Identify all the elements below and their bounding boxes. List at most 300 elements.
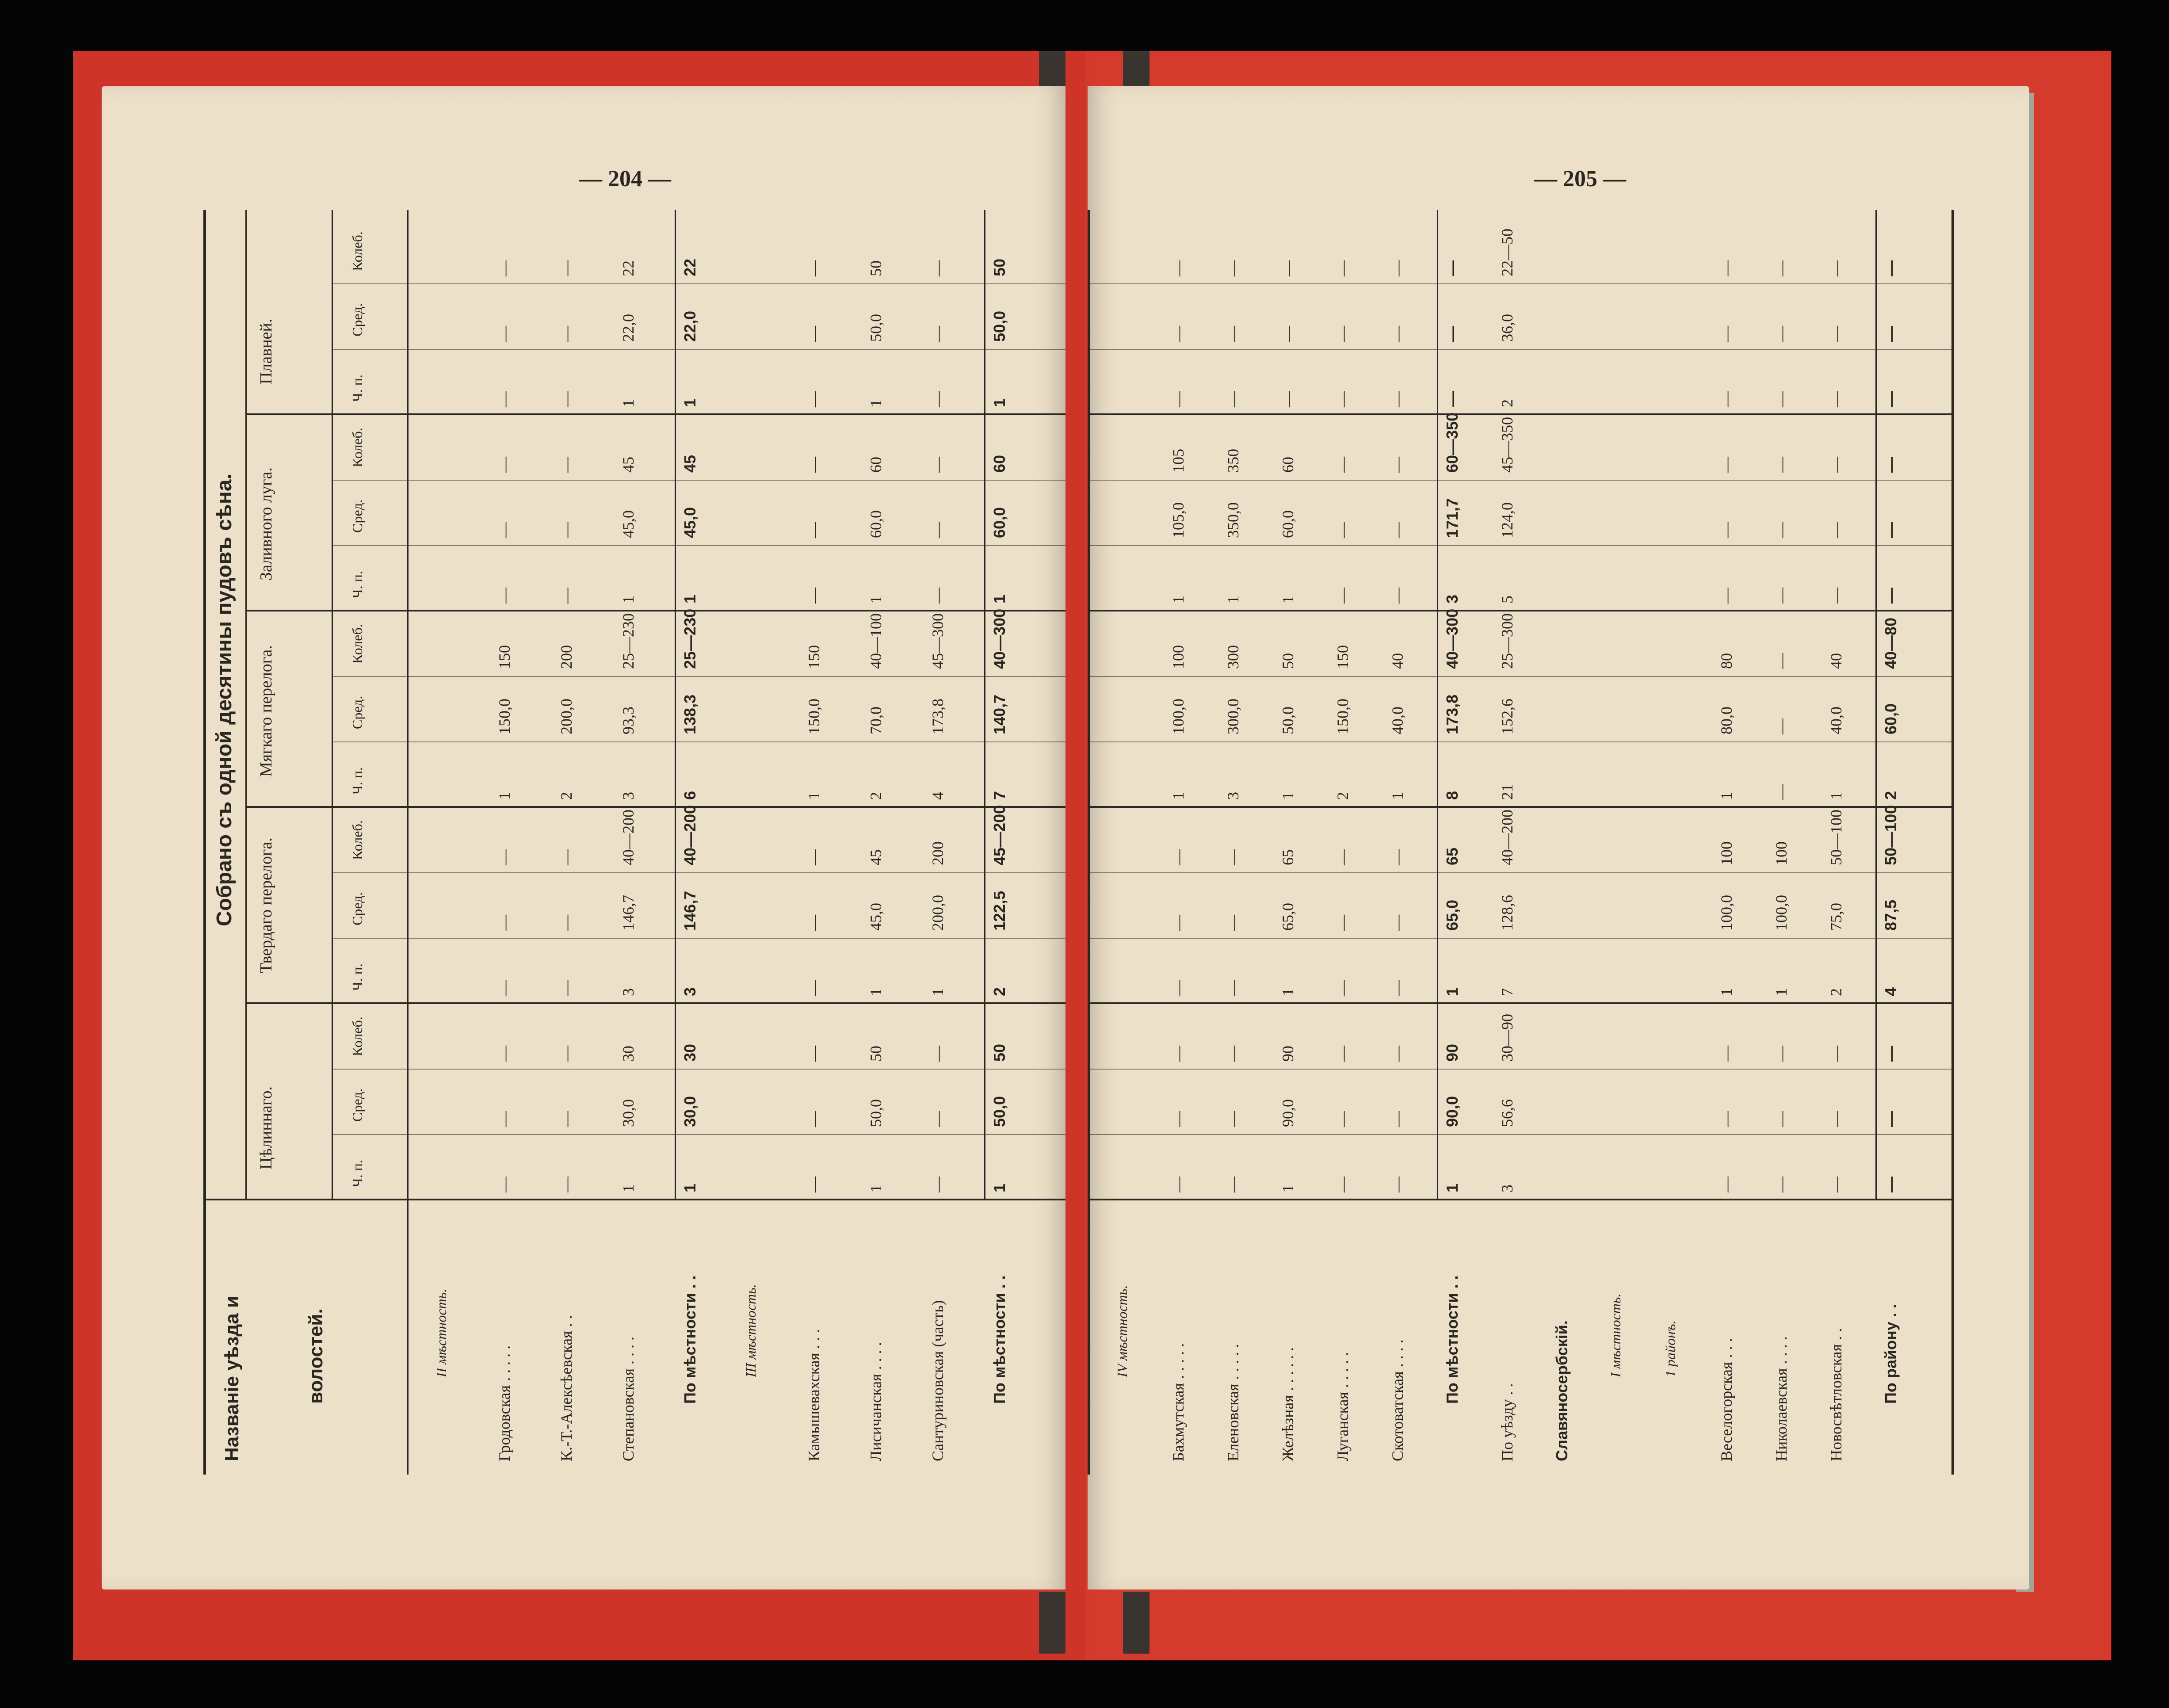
table-cell: 1: [867, 596, 885, 604]
table-cell: 21: [1498, 784, 1516, 800]
table-cell: 45—350: [1498, 417, 1516, 473]
table-cell: 2: [1334, 792, 1352, 800]
col-divider: [1088, 872, 1954, 873]
table-cell: —: [1389, 326, 1406, 342]
table-cell: 2: [990, 987, 1008, 996]
table-cell: 1: [681, 594, 699, 604]
table-cell: —: [1389, 849, 1406, 865]
table-cell: 1: [1279, 596, 1297, 604]
table-cell: 150,0: [805, 699, 823, 734]
row-name: Николаевская . . . .: [1772, 1336, 1790, 1461]
table-cell: 60,0: [867, 510, 885, 538]
table-cell: 2: [1498, 399, 1516, 407]
table-cell: 50—100: [1827, 810, 1845, 865]
table-cell: 90: [1279, 1046, 1297, 1062]
table-cell: 3: [619, 988, 637, 996]
col-divider: [332, 283, 1065, 284]
table-cell: 87,5: [1882, 899, 1900, 931]
row-name: По уѣзду . .: [1498, 1383, 1516, 1461]
total-rule: [675, 210, 676, 1200]
row-name: По району . .: [1882, 1304, 1900, 1404]
table-cell: 300,0: [1224, 699, 1242, 734]
col-divider: [332, 480, 1065, 481]
table-cell: 45: [867, 849, 885, 865]
table-cell: 105,0: [1169, 502, 1187, 538]
table-cell: 50: [867, 1046, 885, 1062]
table-cell: —: [496, 980, 513, 996]
col-divider: [1088, 676, 1954, 677]
row-name: I мѣстность.: [1608, 1293, 1623, 1377]
sub-header-3-2: Колеб.: [349, 428, 365, 467]
table-cell: 45: [619, 457, 637, 473]
title-line: [245, 210, 247, 1200]
table-cell: —: [1279, 326, 1297, 342]
table-cell: —: [1718, 1177, 1735, 1192]
table-cell: 100: [1718, 841, 1735, 865]
table-cell: —: [558, 391, 575, 407]
table-cell: 146,7: [619, 895, 637, 931]
table-cell: —: [1827, 326, 1845, 342]
name-header-1: Названіе уѣзда и: [221, 1295, 243, 1461]
table-cell: 1: [929, 988, 947, 996]
table-cell: —: [1389, 980, 1406, 996]
table-cell: 45,0: [681, 507, 699, 538]
spine-ribbon-bottom-left: [1039, 1592, 1065, 1654]
table-cell: —: [496, 1046, 513, 1062]
col-divider: [245, 806, 1065, 808]
page-number-right: — 205 —: [1534, 166, 1626, 191]
table-cell: —: [1772, 1046, 1790, 1062]
table-cell: 100: [1772, 841, 1790, 865]
table-cell: 1: [619, 399, 637, 407]
table-cell: 1: [1827, 792, 1845, 800]
table-cell: —: [805, 915, 823, 931]
table-cell: —: [1169, 980, 1187, 996]
table-cell: —: [1827, 457, 1845, 473]
table-cell: 22,0: [619, 314, 637, 342]
table-cell: —: [1334, 1177, 1352, 1192]
table-cell: —: [496, 915, 513, 931]
sub-header-0-1: Сред.: [349, 1088, 365, 1122]
table-cell: —: [558, 1046, 575, 1062]
row-name: Гродовская . . . . .: [496, 1345, 513, 1461]
col-divider: [332, 349, 1065, 350]
table-cell: —: [805, 1177, 823, 1192]
table-cell: 60—350: [1443, 412, 1461, 473]
table-cell: —: [1772, 653, 1790, 669]
table-cell: —: [1882, 326, 1900, 342]
table-cell: 45: [681, 455, 699, 473]
table-cell: 4: [929, 792, 947, 800]
table-cell: —: [1827, 522, 1845, 538]
table-cell: 25—300: [1498, 613, 1516, 669]
row-name: Желѣзная . . . . . .: [1279, 1347, 1297, 1461]
table-cell: 2: [867, 792, 885, 800]
table-cell: —: [1334, 457, 1352, 473]
table-cell: 50: [1279, 653, 1297, 669]
row-name: Новосвѣтловская . .: [1827, 1328, 1845, 1461]
name-header-2: волостей.: [305, 1308, 327, 1404]
page-number-left: — 204 —: [579, 166, 671, 191]
table-cell: 173,8: [1443, 694, 1461, 734]
table-cell: 2: [1827, 988, 1845, 996]
table-cell: —: [1443, 326, 1461, 342]
row-name: III мѣстность.: [743, 1284, 759, 1377]
table-cell: —: [1169, 1111, 1187, 1127]
table-cell: 40,0: [1827, 707, 1845, 734]
table-cell: —: [496, 1177, 513, 1192]
table-cell: 1: [990, 1183, 1008, 1192]
col-divider: [332, 741, 1065, 742]
total-rule: [984, 210, 985, 1200]
left-page: [102, 86, 1065, 1590]
table-cell: 60: [867, 457, 885, 473]
table-cell: —: [1334, 915, 1352, 931]
row-name: IV мѣстность.: [1114, 1285, 1130, 1377]
table-cell: —: [929, 1111, 947, 1127]
table-cell: 36,0: [1498, 314, 1516, 342]
table-cell: 1: [1279, 1185, 1297, 1192]
table-cell: 50,0: [990, 1096, 1008, 1127]
table-cell: 6: [681, 791, 699, 800]
table-cell: 40—300: [990, 608, 1008, 669]
table-cell: —: [1772, 391, 1790, 407]
table-cell: 3: [681, 987, 699, 996]
table-cell: —: [496, 457, 513, 473]
table-cell: —: [1334, 260, 1352, 276]
row-name: По мѣстности . .: [990, 1275, 1008, 1404]
col-divider: [332, 676, 1065, 677]
table-cell: 50,0: [867, 314, 885, 342]
table-cell: —: [1334, 1046, 1352, 1062]
table-cell: —: [496, 1111, 513, 1127]
table-cell: —: [1827, 1046, 1845, 1062]
table-cell: 8: [1443, 791, 1461, 800]
border-bottom: [1951, 210, 1954, 1475]
table-cell: —: [1169, 326, 1187, 342]
table-cell: 40: [1389, 653, 1406, 669]
table-cell: 65,0: [1443, 899, 1461, 931]
table-cell: 1: [1169, 792, 1187, 800]
col-divider: [1088, 741, 1954, 742]
table-cell: 30: [619, 1046, 637, 1062]
table-cell: —: [1224, 849, 1242, 865]
table-cell: —: [1389, 1111, 1406, 1127]
col-divider: [332, 1134, 1065, 1135]
table-cell: 3: [1498, 1185, 1516, 1192]
table-cell: 45,0: [619, 510, 637, 538]
table-cell: —: [558, 260, 575, 276]
table-cell: —: [929, 457, 947, 473]
table-cell: —: [1827, 1177, 1845, 1192]
col-divider: [1088, 806, 1954, 808]
table-cell: —: [1882, 1111, 1900, 1127]
table-cell: 1: [1279, 792, 1297, 800]
table-cell: —: [1772, 522, 1790, 538]
table-cell: —: [1772, 1111, 1790, 1127]
table-cell: —: [1334, 391, 1352, 407]
table-cell: —: [1882, 391, 1900, 407]
table-cell: 1: [1772, 988, 1790, 996]
table-cell: —: [1882, 457, 1900, 473]
group-header-2: Мягкаго перелога.: [257, 645, 275, 777]
table-cell: 60,0: [1882, 703, 1900, 734]
table-cell: —: [929, 391, 947, 407]
group-header-3: Заливного луга.: [257, 467, 275, 581]
row-name: Степановская . . . .: [619, 1336, 637, 1461]
table-cell: —: [1772, 588, 1790, 604]
table-cell: 122,5: [990, 890, 1008, 931]
table-cell: —: [1772, 1177, 1790, 1192]
table-cell: —: [1772, 784, 1790, 800]
group-header-0: Цѣлиннаго.: [257, 1086, 275, 1169]
table-cell: 50—100: [1882, 805, 1900, 865]
table-cell: —: [805, 326, 823, 342]
table-cell: —: [1279, 391, 1297, 407]
table-cell: 4: [1882, 987, 1900, 996]
table-cell: 1: [990, 594, 1008, 604]
table-cell: —: [929, 588, 947, 604]
table-cell: 150,0: [496, 699, 513, 734]
sub-header-0-2: Колеб.: [349, 1016, 365, 1056]
table-cell: —: [1882, 260, 1900, 276]
table-cell: 90: [1443, 1043, 1461, 1062]
left-table: [203, 210, 1065, 1475]
col-divider: [1088, 1134, 1954, 1135]
table-cell: 200: [558, 645, 575, 669]
table-cell: 70,0: [867, 707, 885, 734]
table-cell: 40—200: [681, 805, 699, 865]
row-name: К.-Т.-Алексѣевская . .: [558, 1315, 575, 1461]
table-cell: 100,0: [1772, 895, 1790, 931]
row-name: Веселогорская . . .: [1718, 1338, 1735, 1461]
table-cell: 65: [1443, 847, 1461, 865]
row-name: Еленовская . . . . .: [1224, 1344, 1242, 1461]
col-divider: [1088, 1069, 1954, 1070]
table-cell: 1: [1718, 792, 1735, 800]
table-cell: 200,0: [558, 699, 575, 734]
table-cell: 1: [619, 596, 637, 604]
table-cell: 1: [867, 1185, 885, 1192]
total-rule: [1437, 210, 1438, 1200]
table-cell: —: [496, 849, 513, 865]
table-cell: —: [1827, 588, 1845, 604]
col-divider: [332, 545, 1065, 546]
table-cell: 50: [990, 1043, 1008, 1062]
table-cell: 40: [1827, 653, 1845, 669]
table-cell: —: [496, 522, 513, 538]
table-cell: —: [1389, 457, 1406, 473]
table-cell: 45,0: [867, 903, 885, 931]
table-cell: 2: [558, 792, 575, 800]
table-cell: 146,7: [681, 890, 699, 931]
table-cell: 65,0: [1279, 903, 1297, 931]
sub-header-2-2: Колеб.: [349, 624, 365, 664]
table-cell: 60,0: [1279, 510, 1297, 538]
table-cell: —: [1772, 457, 1790, 473]
table-cell: —: [1827, 260, 1845, 276]
table-cell: 65: [1279, 849, 1297, 865]
table-cell: —: [1224, 1111, 1242, 1127]
table-cell: 22: [619, 260, 637, 276]
table-cell: —: [1169, 260, 1187, 276]
table-cell: —: [1718, 588, 1735, 604]
table-cell: 138,3: [681, 694, 699, 734]
table-cell: 3: [1224, 792, 1242, 800]
table-cell: 40—200: [1498, 810, 1516, 865]
table-cell: —: [558, 915, 575, 931]
table-cell: —: [929, 260, 947, 276]
table-cell: —: [1224, 391, 1242, 407]
table-cell: —: [1718, 326, 1735, 342]
col-divider: [1088, 349, 1954, 350]
table-cell: —: [1882, 522, 1900, 538]
sub-header-1-2: Колеб.: [349, 820, 365, 860]
table-cell: 22,0: [681, 310, 699, 342]
table-cell: —: [496, 326, 513, 342]
table-cell: 50: [990, 258, 1008, 276]
table-cell: 80,0: [1718, 707, 1735, 734]
table-cell: 40—300: [1443, 608, 1461, 669]
table-cell: —: [805, 260, 823, 276]
table-cell: 22: [681, 258, 699, 276]
table-cell: —: [1827, 391, 1845, 407]
table-cell: —: [558, 849, 575, 865]
total-rule: [1875, 210, 1877, 1200]
table-cell: 100,0: [1169, 699, 1187, 734]
table-cell: —: [558, 457, 575, 473]
name-divider: [1088, 1199, 1954, 1200]
table-cell: —: [1389, 915, 1406, 931]
border-top: [203, 210, 206, 1475]
table-cell: —: [1389, 1177, 1406, 1192]
table-cell: —: [1443, 260, 1461, 276]
col-divider: [1088, 938, 1954, 939]
table-cell: —: [1279, 260, 1297, 276]
table-cell: 30,0: [619, 1099, 637, 1127]
table-cell: 173,8: [929, 699, 947, 734]
table-cell: 300: [1224, 645, 1242, 669]
table-cell: —: [1718, 391, 1735, 407]
table-cell: 1: [1443, 1183, 1461, 1192]
table-cell: 1: [990, 398, 1008, 407]
col-divider: [1088, 1002, 1954, 1004]
table-cell: 30—90: [1498, 1014, 1516, 1062]
table-cell: —: [805, 1111, 823, 1127]
table-cell: —: [558, 522, 575, 538]
table-cell: 50,0: [867, 1099, 885, 1127]
table-cell: 1: [1169, 596, 1187, 604]
col-divider: [1088, 480, 1954, 481]
table-cell: 1: [1224, 596, 1242, 604]
table-cell: 1: [496, 792, 513, 800]
table-cell: 56,6: [1498, 1099, 1516, 1127]
table-cell: 124,0: [1498, 502, 1516, 538]
col-divider: [1088, 545, 1954, 546]
table-cell: —: [1882, 588, 1900, 604]
table-cell: —: [1882, 1177, 1900, 1192]
row-name: По мѣстности . .: [1443, 1275, 1461, 1404]
row-name: Бахмутская . . . . .: [1169, 1343, 1187, 1461]
table-cell: 150,0: [1334, 699, 1352, 734]
col-divider: [332, 938, 1065, 939]
table-cell: —: [1718, 1111, 1735, 1127]
table-cell: 1: [681, 1183, 699, 1192]
table-cell: 90,0: [1279, 1099, 1297, 1127]
table-cell: 1: [867, 988, 885, 996]
sub-header-2-1: Сред.: [349, 695, 365, 729]
table-cell: 30: [681, 1043, 699, 1062]
table-cell: —: [1718, 1046, 1735, 1062]
col-divider: [1088, 413, 1954, 415]
table-cell: —: [1882, 1046, 1900, 1062]
table-cell: 152,6: [1498, 699, 1516, 734]
table-cell: 140,7: [990, 694, 1008, 734]
table-cell: 100,0: [1718, 895, 1735, 931]
table-cell: —: [929, 1046, 947, 1062]
table-cell: 60: [1279, 457, 1297, 473]
table-cell: 50,0: [990, 310, 1008, 342]
table-cell: —: [1224, 326, 1242, 342]
table-cell: 40,0: [1389, 707, 1406, 734]
table-cell: 1: [1443, 987, 1461, 996]
table-cell: —: [1334, 849, 1352, 865]
table-cell: 22—50: [1498, 229, 1516, 276]
table-cell: 90,0: [1443, 1096, 1461, 1127]
table-cell: —: [805, 391, 823, 407]
table-cell: —: [496, 260, 513, 276]
col-divider: [245, 1002, 1065, 1004]
col-divider: [332, 872, 1065, 873]
table-cell: 1: [619, 1185, 637, 1192]
table-cell: 1: [681, 398, 699, 407]
table-cell: —: [1169, 391, 1187, 407]
table-cell: 25—230: [681, 608, 699, 669]
table-cell: —: [805, 1046, 823, 1062]
table-cell: 30,0: [681, 1096, 699, 1127]
row-name: 1 районъ.: [1662, 1320, 1678, 1377]
sub-header-4-0: Ч. п.: [349, 374, 365, 402]
col-divider: [245, 413, 1065, 415]
row-name: Луганская . . . . .: [1334, 1352, 1352, 1461]
row-name: Лисичанская . . . .: [867, 1342, 885, 1461]
table-cell: 50: [867, 260, 885, 276]
col-divider: [1088, 283, 1954, 284]
table-cell: —: [1389, 522, 1406, 538]
table-cell: 150: [1334, 645, 1352, 669]
table-cell: —: [1827, 1111, 1845, 1127]
table-cell: —: [558, 588, 575, 604]
table-cell: 171,7: [1443, 498, 1461, 538]
table-cell: —: [1718, 260, 1735, 276]
table-cell: 60,0: [990, 507, 1008, 538]
table-cell: —: [1772, 718, 1790, 734]
table-cell: 1: [867, 399, 885, 407]
table-cell: —: [1224, 1177, 1242, 1192]
table-cell: —: [1169, 915, 1187, 931]
sub-header-4-1: Сред.: [349, 303, 365, 336]
table-cell: —: [1169, 849, 1187, 865]
table-cell: —: [1224, 260, 1242, 276]
table-cell: 3: [1443, 594, 1461, 604]
table-cell: 93,3: [619, 707, 637, 734]
table-cell: 105: [1169, 449, 1187, 473]
table-cell: 1: [1389, 792, 1406, 800]
table-cell: 45—300: [929, 613, 947, 669]
row-name: Сантуриновская (часть): [929, 1300, 947, 1461]
group-header-1: Твердаго перелога.: [257, 837, 275, 973]
table-cell: —: [805, 522, 823, 538]
